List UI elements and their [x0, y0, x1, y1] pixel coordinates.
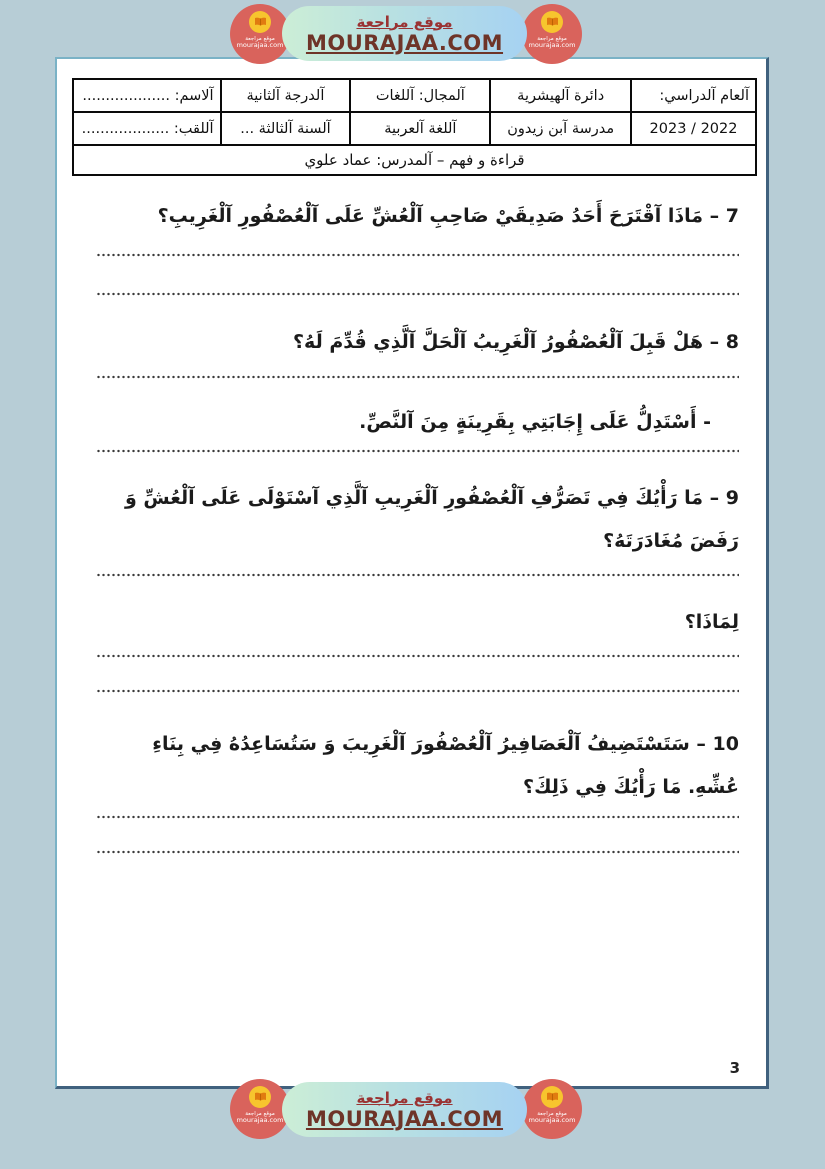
answer-line [96, 449, 739, 453]
cell-subject: آللغة آلعربية [350, 112, 490, 145]
question-8: 8 – هَلْ قَبِلَ آلْعُصْفُورُ آلْغَرِيبُ آلْحَلَّ آلَّذِي قُدِّمَ لَهُ؟ [293, 331, 739, 353]
question-7: 7 – مَاذَا آقْتَرَحَ أَحَدُ صَدِيقَيْ صَاحِبِ آلْعُشِّ عَلَى آلْعُصْفُورِ آلْغَرِيبِ؟ [157, 205, 739, 227]
banner-domain: MOURAJAA.COM [305, 30, 504, 55]
answer-line [96, 573, 739, 577]
logo-domain: mourajaa.com [528, 41, 576, 49]
table-row [73, 145, 756, 175]
site-logo-badge [230, 4, 290, 64]
answer-line [96, 292, 739, 296]
page-number: 3 [729, 1059, 740, 1077]
footer-banner [282, 1082, 527, 1137]
question-10: 10 – سَتَسْتَضِيفُ آلْعَصَافِيرُ آلْعُصْفُورَ آلْغَرِيبَ وَ سَتُسَاعِدُهُ فِي بِنَاءِ عُشِّهِ. مَا رَأْيُكَ فِي ذَلِكَ؟ [152, 733, 739, 798]
book-icon [254, 1092, 267, 1102]
answer-line [96, 689, 739, 693]
site-logo-badge [522, 1079, 582, 1139]
banner-site-name: موقع مراجعة [356, 1088, 453, 1107]
logo-domain: mourajaa.com [236, 41, 284, 49]
logo-book-icon [541, 1086, 563, 1108]
cell-field: آلمجال: آللغات [350, 79, 490, 112]
worksheet-page [55, 57, 769, 1089]
answer-line [96, 815, 739, 819]
logo-book-icon [541, 11, 563, 33]
book-icon [546, 1092, 559, 1102]
site-logo-badge [230, 1079, 290, 1139]
answer-line [96, 850, 739, 854]
book-icon [546, 17, 559, 27]
table-row [73, 112, 756, 145]
exam-info-table [72, 78, 757, 176]
answer-line [96, 253, 739, 257]
logo-site-name: موقع مراجعة [537, 1111, 567, 1117]
table-row [73, 79, 756, 112]
logo-book-icon [249, 1086, 271, 1108]
cell-degree: آلدرجة آلثانية [221, 79, 351, 112]
header-banner [282, 6, 527, 61]
logo-domain: mourajaa.com [528, 1116, 576, 1124]
logo-domain: mourajaa.com [236, 1116, 284, 1124]
answer-line [96, 375, 739, 379]
banner-domain: MOURAJAA.COM [305, 1106, 504, 1131]
logo-site-name: موقع مراجعة [537, 36, 567, 42]
cell-academic-year-value: 2022 / 2023 [631, 112, 756, 145]
cell-academic-year-label: آلعام آلدراسي: [631, 79, 756, 112]
answer-line [96, 654, 739, 658]
cell-district: دائرة آلهيشرية [490, 79, 631, 112]
logo-site-name: موقع مراجعة [245, 1111, 275, 1117]
book-icon [254, 17, 267, 27]
question-8-note: - أَسْتَدِلُّ عَلَى إِجَابَتِي بِقَرِينَةٍ مِنَ آلنَّصِّ. [359, 411, 711, 433]
banner-site-name: موقع مراجعة [356, 12, 453, 31]
cell-first-name: آلاسم: ................... [73, 79, 221, 112]
logo-book-icon [249, 11, 271, 33]
site-logo-badge [522, 4, 582, 64]
cell-exam-title: قراءة و فهم – آلمدرس: عماد علوي [73, 145, 756, 175]
question-9: 9 – مَا رَأْيُكَ فِي تَصَرُّفِ آلْعُصْفُورِ آلْغَرِيبِ آلَّذِي آسْتَوْلَى عَلَى آلْعُشِّ وَ رَفَضَ مُغَادَرَتَهُ؟ [124, 487, 739, 552]
question-9-followup: لِمَاذَا؟ [684, 611, 739, 633]
cell-last-name: آللقب: ................... [73, 112, 221, 145]
cell-grade-year: آلسنة آلثالثة ... [221, 112, 351, 145]
logo-site-name: موقع مراجعة [245, 36, 275, 42]
cell-school: مدرسة آبن زيدون [490, 112, 631, 145]
